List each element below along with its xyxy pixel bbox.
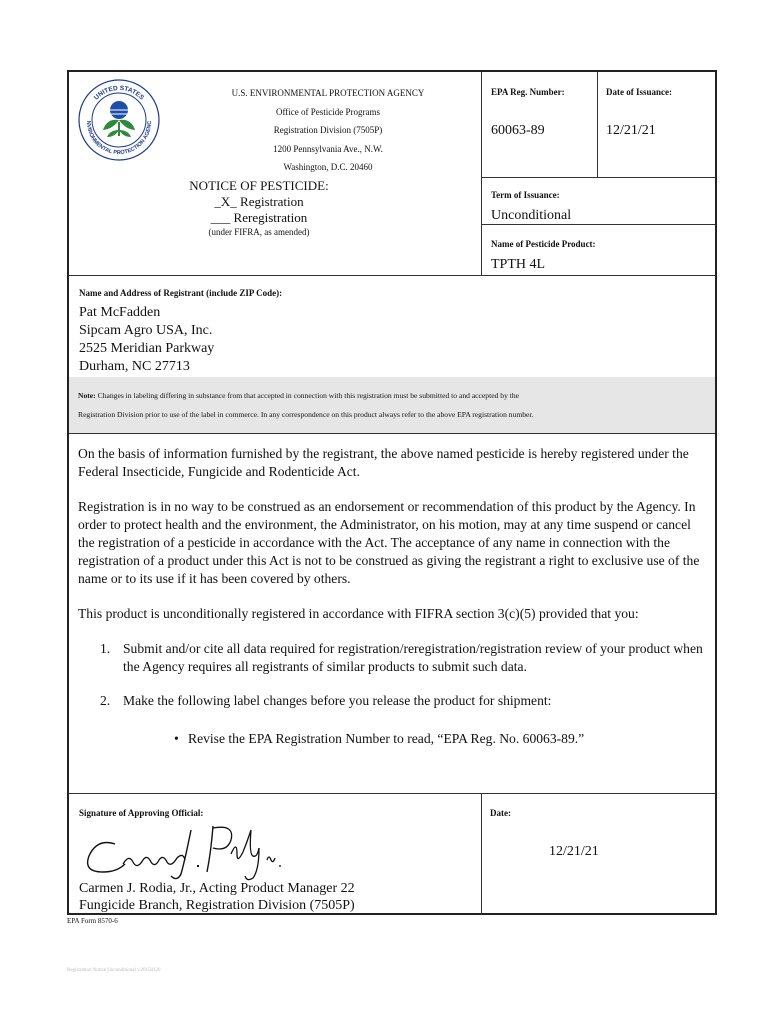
product-name-label: Name of Pesticide Product: (491, 239, 596, 249)
divider (481, 177, 715, 178)
bullet-text: Revise the EPA Registration Number to read, “EPA Reg. No. 60063-89.” (188, 731, 585, 746)
notice-body (78, 445, 706, 748)
registration-notice-form (67, 70, 717, 915)
epa-reg-number-value: 60063-89 (491, 123, 545, 138)
term-of-issuance-label: Term of Issuance: (491, 190, 560, 200)
note-line-2: Registration Division prior to use of the label in commerce. In any correspondence on this product always refer to the above EPA registration number. (78, 410, 534, 419)
notice-title: NOTICE OF PESTICIDE: (189, 178, 329, 193)
handwritten-signature (83, 820, 293, 882)
notice-block (159, 178, 359, 238)
agency-name: U.S. ENVIRONMENTAL PROTECTION AGENCY (231, 88, 425, 98)
registrant-contact: Pat McFadden (79, 305, 161, 320)
agency-city: Washington, D.C. 20460 (283, 162, 373, 173)
registration-option: _X_ Registration (214, 194, 304, 209)
signature-label: Signature of Approving Official: (79, 808, 204, 818)
note-line-1: Changes in labeling differing in substance from that accepted in connection with this registration must be submitted to and accepted by the (97, 391, 520, 400)
list-item (78, 640, 706, 676)
agency-header (189, 84, 467, 177)
list-number: 1. (100, 641, 111, 656)
agency-office: Office of Pesticide Programs (275, 106, 381, 117)
seal-text-bottom: NVIRONMENTAL PROTECTION AGENC (84, 120, 154, 157)
list-item (78, 692, 706, 710)
body-paragraph-1: On the basis of information furnished by the registrant, the above named pesticide is hereby registered under the Federal Insecticide, Fungicide and Rodenticide Act. (78, 446, 689, 479)
divider (69, 433, 715, 434)
registrant-company: Sipcam Agro USA, Inc. (79, 323, 213, 338)
body-paragraph-3: This product is unconditionally registered in accordance with FIFRA section 3(c)(5) provided that you: (78, 606, 639, 621)
list-number: 2. (100, 693, 111, 708)
official-branch: Fungicide Branch, Registration Division (7505P) (79, 898, 355, 913)
approving-official (79, 880, 355, 914)
signature-date-label: Date: (490, 808, 511, 818)
term-of-issuance-value: Unconditional (491, 208, 572, 223)
form-number: EPA Form 8570-6 (67, 917, 118, 925)
list-text: Submit and/or cite all data required for registration/reregistration/registration review of your product when the Agency requires all registrants of similar products to submit such data. (123, 641, 703, 674)
signature-date-value: 12/21/21 (549, 844, 599, 859)
note-text (78, 386, 708, 424)
divider (69, 793, 715, 794)
epa-seal-logo (77, 78, 161, 162)
agency-street: 1200 Pennsylvania Ave., N.W. (273, 143, 383, 154)
note-label: Note: (78, 391, 96, 400)
divider (481, 224, 715, 225)
divider (481, 793, 482, 915)
body-paragraph-2: Registration is in no way to be construed as an endorsement or recommendation of this product by the Agency. In order to protect health and the environment, the Administrator, on his motion, may at any time suspend or cancel the registration of a pesticide in accordance with the Act. The acceptance of any name in connection with the registration of a product under this Act is not to be construed as giving the registrant a right to exclusive use of the name or to its use if it has been covered by others. (78, 499, 700, 586)
epa-reg-number-label: EPA Reg. Number: (491, 87, 565, 97)
seal-text-top: UNITED STATES (92, 84, 146, 102)
template-version: Registration Notice Unconditional v.20150320 (67, 968, 161, 973)
agency-division: Registration Division (7505P) (273, 125, 383, 136)
date-of-issuance-value: 12/21/21 (606, 123, 656, 138)
registrant-city: Durham, NC 27713 (79, 359, 190, 374)
reregistration-option: ___ Reregistration (210, 210, 308, 225)
divider (597, 72, 598, 177)
date-of-issuance-label: Date of Issuance: (606, 87, 672, 97)
product-name-value: TPTH 4L (491, 257, 546, 272)
note-box (69, 377, 715, 433)
registrant-street: 2525 Meridian Parkway (79, 341, 215, 356)
list-text: Make the following label changes before you release the product for shipment: (123, 693, 552, 708)
official-name-title: Carmen J. Rodia, Jr., Acting Product Manager 22 (79, 881, 355, 896)
registrant-label: Name and Address of Registrant (include ZIP Code): (79, 288, 283, 298)
divider (481, 72, 482, 275)
registrant-address (79, 304, 214, 376)
bullet-item (78, 730, 706, 748)
divider (69, 275, 715, 276)
bullet-dot: • (174, 731, 179, 746)
fifra-note: (under FIFRA, as amended) (208, 227, 310, 237)
